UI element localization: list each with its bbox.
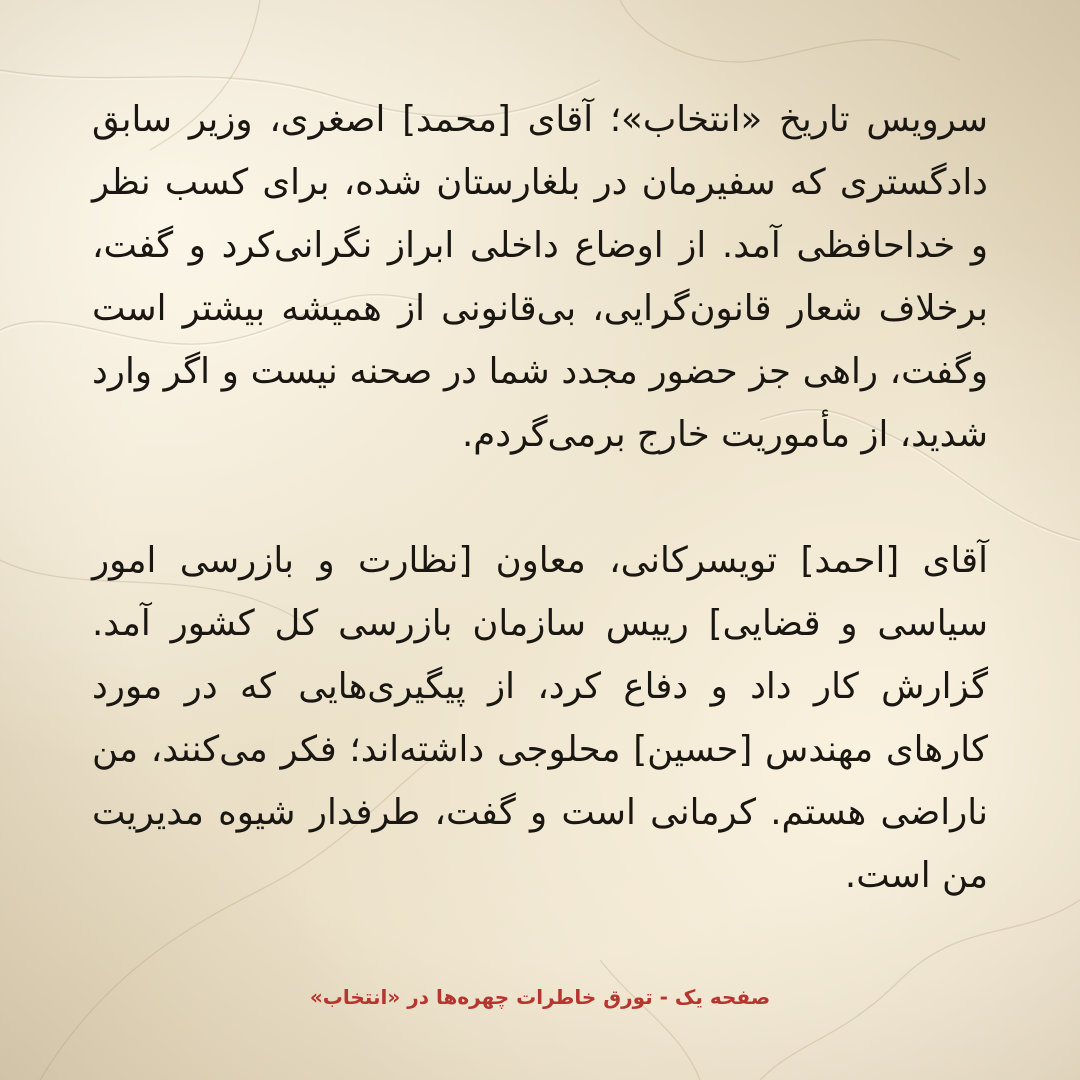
paragraph-1: سرویس تاریخ «انتخاب»؛ آقای [محمد] اصغری، وزیر سابق دادگستری که سفیرمان در بلغارستان شده، برای کسب نظر و خداحافظی آمد. از اوضاع داخلی ابراز نگرانی‌کرد و گفت، برخلاف شعار قانون‌گرایی، بی‌قانونی از همیشه بیشتر است وگفت، راهی جز حضور مجدد شما در صحنه نیست و اگر وارد شدید، از مأموریت خارج برمی‌گردم. xyxy=(92,99,988,455)
memoir-text-page xyxy=(92,88,988,1048)
paragraph-2: آقای [احمد] تویسرکانی، معاون [نظارت و بازرسی امور سیاسی و قضایی] رییس سازمان بازرسی کل کشور آمد. گزارش کار داد و دفاع کرد، از پیگیری‌هایی که در مورد کارهای مهندس [حسین] محلوجی داشته‌اند؛ فکر می‌کنند، من ناراضی هستم. کرمانی است و گفت، طرفدار شیوه مدیریت من است. xyxy=(92,540,988,896)
footer-caption: صفحه یک - تورق خاطرات چهره‌ها در «انتخاب» xyxy=(309,985,771,1009)
